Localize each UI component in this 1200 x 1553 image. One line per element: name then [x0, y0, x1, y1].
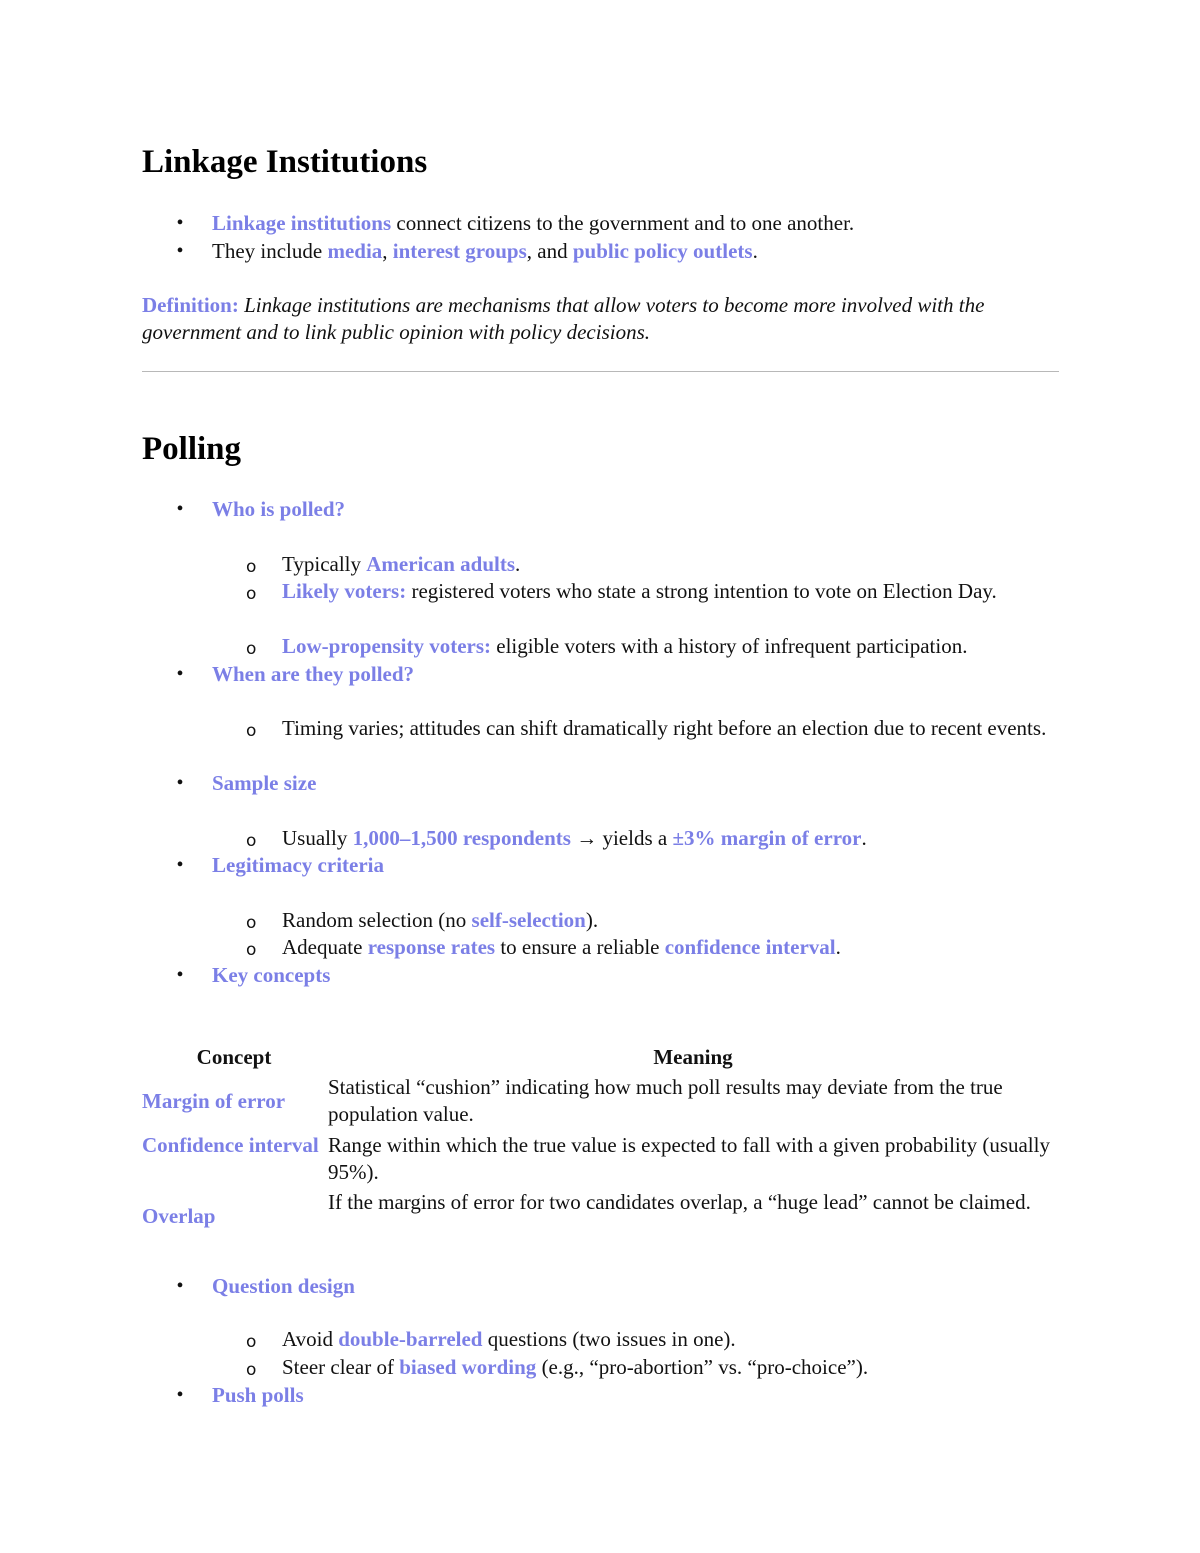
bullet-icon: • [176, 498, 184, 520]
term-low-propensity-voters: Low-propensity voters: [282, 634, 492, 658]
document-page: Linkage Institutions • Linkage institutions connect citizens to the government and to one another. • They include media, interest groups, and public policy outlets. Definition: Linkage institutions are mechanisms that allow voters to become more involved with the government and to link public opinion with policy decisions. Polling • Who is polled? o Typically American adults. o Likely voters: registered voters who state a strong intention to vote on Election Day. o Low-propensity voters: eligible voters with a history of infrequent participation. • When are they polled? o Timing varies; attitudes can shift dramatically right before an election due to recent events. • Sample size o Usually 1,000–1,500 respondents → yields a ±3% margin of error. • Legitimacy criteria o Random selection (no self-selection). o Adequate response rates to ensure a reliable confidence interval. • Key concepts Concept Meaning Margin of error Statistical “cushion” indicating how much poll results may deviate from the true population value. Confidence interval Range within which the true value is expected to fall with a given probability (usually 95%). Overlap If the margins of error for two candidates overlap, a “huge lead” cannot be claimed. • Question design o Avoid double-barreled questions (two issues in one). o Steer clear of biased wording (e.g., “pro-abortion” vs. “pro-choice”). • Push polls [0, 0, 1200, 1553]
sub-bullet-icon: o [246, 1332, 257, 1352]
sub-bullet-icon: o [246, 913, 257, 933]
table-cell-concept: Overlap [142, 1204, 216, 1228]
push-polls-label: Push polls [212, 1383, 304, 1407]
who-is-polled-label: Who is polled? [212, 497, 346, 521]
definition-text: Linkage institutions are mechanisms that allow voters to become more involved with the government and to link public opinion with policy decisions. [142, 293, 985, 344]
term-interest-groups: interest groups [392, 239, 527, 263]
sub-bullet-icon: o [246, 721, 257, 741]
term-american-adults: American adults [366, 552, 516, 576]
table-header-concept: Concept [196, 1045, 272, 1069]
bullet-icon: • [176, 772, 184, 794]
key-concepts-label: Key concepts [212, 963, 331, 987]
bullet-icon: • [176, 1384, 184, 1406]
bullet-icon: • [176, 964, 184, 986]
sub-bullet-icon: o [246, 639, 257, 659]
bullet-icon: • [176, 663, 184, 685]
section-divider [142, 371, 1059, 372]
term-linkage-institutions: Linkage institutions [212, 211, 392, 235]
term-likely-voters: Likely voters: [282, 579, 407, 603]
bullet-icon: • [176, 212, 184, 234]
bullet-icon: • [176, 240, 184, 262]
sample-size-label: Sample size [212, 771, 317, 795]
definition-paragraph [142, 292, 1062, 346]
sub-bullet-icon: o [246, 1360, 257, 1380]
term-self-selection: self-selection [471, 908, 586, 932]
table-cell-meaning: If the margins of error for two candidates overlap, a “huge lead” cannot be claimed. [328, 1190, 1031, 1214]
heading-polling: Polling [142, 431, 242, 467]
table-cell-concept: Confidence interval [142, 1133, 319, 1157]
table-cell-meaning: Range within which the true value is expected to fall with a given probability (usually 95%). [328, 1133, 1050, 1184]
term-biased-wording: biased wording [399, 1355, 537, 1379]
table-header-meaning: Meaning [653, 1045, 733, 1069]
sub-bullet-icon: o [246, 940, 257, 960]
when-polled-label: When are they polled? [212, 662, 415, 686]
bullet-icon: • [176, 1275, 184, 1297]
term-respondents: 1,000–1,500 respondents [352, 826, 571, 850]
definition-label: Definition: [142, 293, 239, 317]
term-margin-of-error: ±3% margin of error [672, 826, 862, 850]
question-design-label: Question design [212, 1274, 355, 1298]
bullet-icon: • [176, 854, 184, 876]
term-response-rates: response rates [367, 935, 496, 959]
term-double-barreled: double-barreled [338, 1327, 483, 1351]
table-cell-concept: Margin of error [142, 1089, 286, 1113]
sub-bullet-icon: o [246, 557, 257, 577]
sub-bullet-icon: o [246, 831, 257, 851]
term-public-policy-outlets: public policy outlets [572, 239, 753, 263]
heading-linkage-institutions: Linkage Institutions [142, 144, 428, 180]
table-cell-meaning: Statistical “cushion” indicating how much poll results may deviate from the true population value. [328, 1075, 1003, 1126]
term-confidence-interval: confidence interval [664, 935, 836, 959]
term-media: media [327, 239, 383, 263]
sub-bullet-icon: o [246, 584, 257, 604]
legitimacy-criteria-label: Legitimacy criteria [212, 853, 384, 877]
